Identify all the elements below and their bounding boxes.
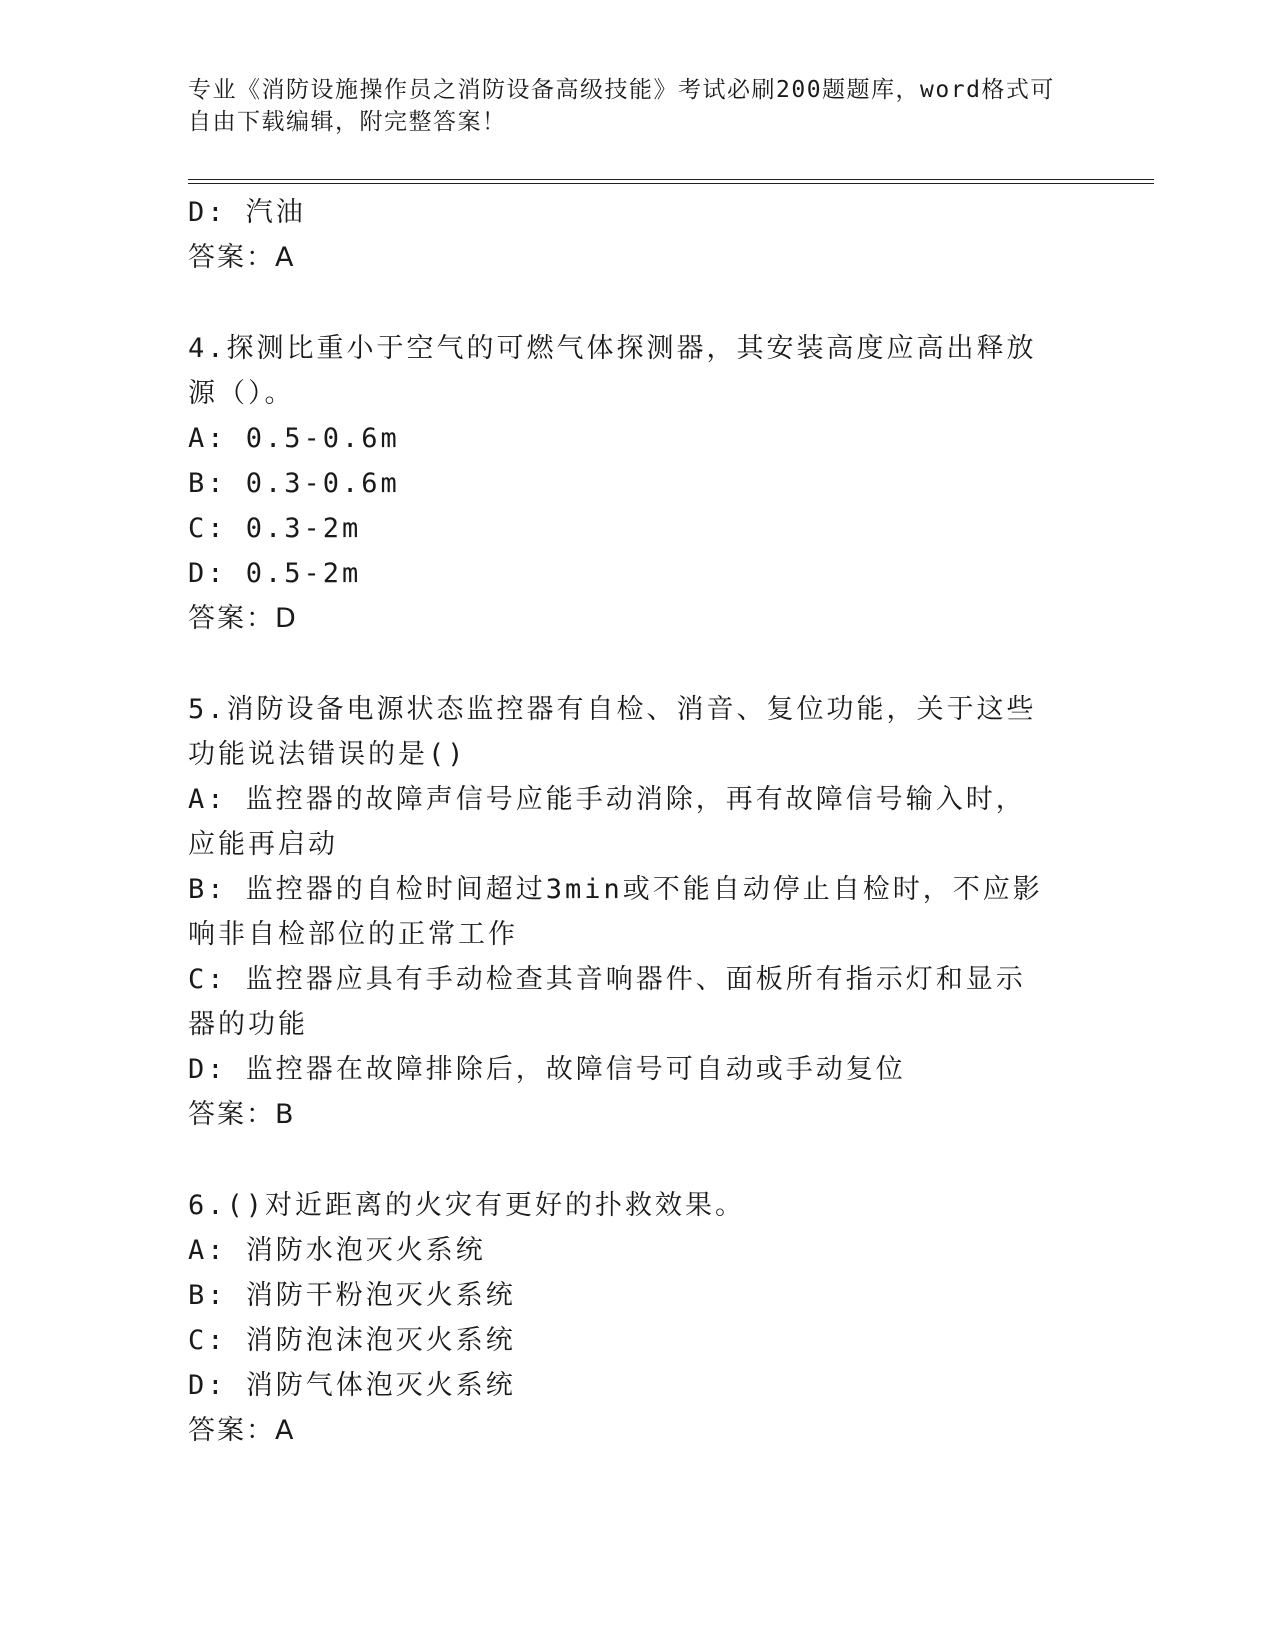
answer-line: 答案：A [188,1415,296,1446]
option-d: D: 汽油 [188,197,306,228]
header-rule-top [188,179,1154,180]
question-content [188,190,1088,1453]
answer-line: 答案：A [188,242,296,273]
option-b: B: 监控器的自检时间超过3min或不能自动停止自检时，不应影响非自检部位的正常工作 [188,874,1043,950]
option-c: C: 消防泡沫泡灭火系统 [188,1325,516,1356]
option-b: B: 0.3-0.6m [188,468,400,499]
option-a: A: 0.5-0.6m [188,423,400,454]
option-a: A: 监控器的故障声信号应能手动消除，再有故障信号输入时，应能再启动 [188,784,1026,860]
option-d: D: 监控器在故障排除后，故障信号可自动或手动复位 [188,1054,906,1085]
question-4 [188,326,1088,641]
header-rule-bottom [188,183,1154,184]
question-stem: 6.()对近距离的火灾有更好的扑救效果。 [188,1190,746,1221]
partial-question [188,190,1088,280]
answer-line: 答案：B [188,1099,296,1130]
question-5 [188,687,1088,1137]
question-6 [188,1183,1088,1453]
option-d: D: 0.5-2m [188,558,362,589]
document-header: 专业《消防设施操作员之消防设备高级技能》考试必刷200题题库，word格式可自由下载编辑，附完整答案！ [188,77,1055,135]
answer-line: 答案：D [188,603,298,634]
option-c: C: 0.3-2m [188,513,362,544]
question-stem: 4.探测比重小于空气的可燃气体探测器，其安装高度应高出释放源（）。 [188,333,1037,409]
option-c: C: 监控器应具有手动检查其音响器件、面板所有指示灯和显示器的功能 [188,964,1026,1040]
option-d: D: 消防气体泡灭火系统 [188,1370,516,1401]
option-b: B: 消防干粉泡灭火系统 [188,1280,516,1311]
question-stem: 5.消防设备电源状态监控器有自检、消音、复位功能，关于这些功能说法错误的是() [188,694,1037,770]
option-a: A: 消防水泡灭火系统 [188,1235,486,1266]
